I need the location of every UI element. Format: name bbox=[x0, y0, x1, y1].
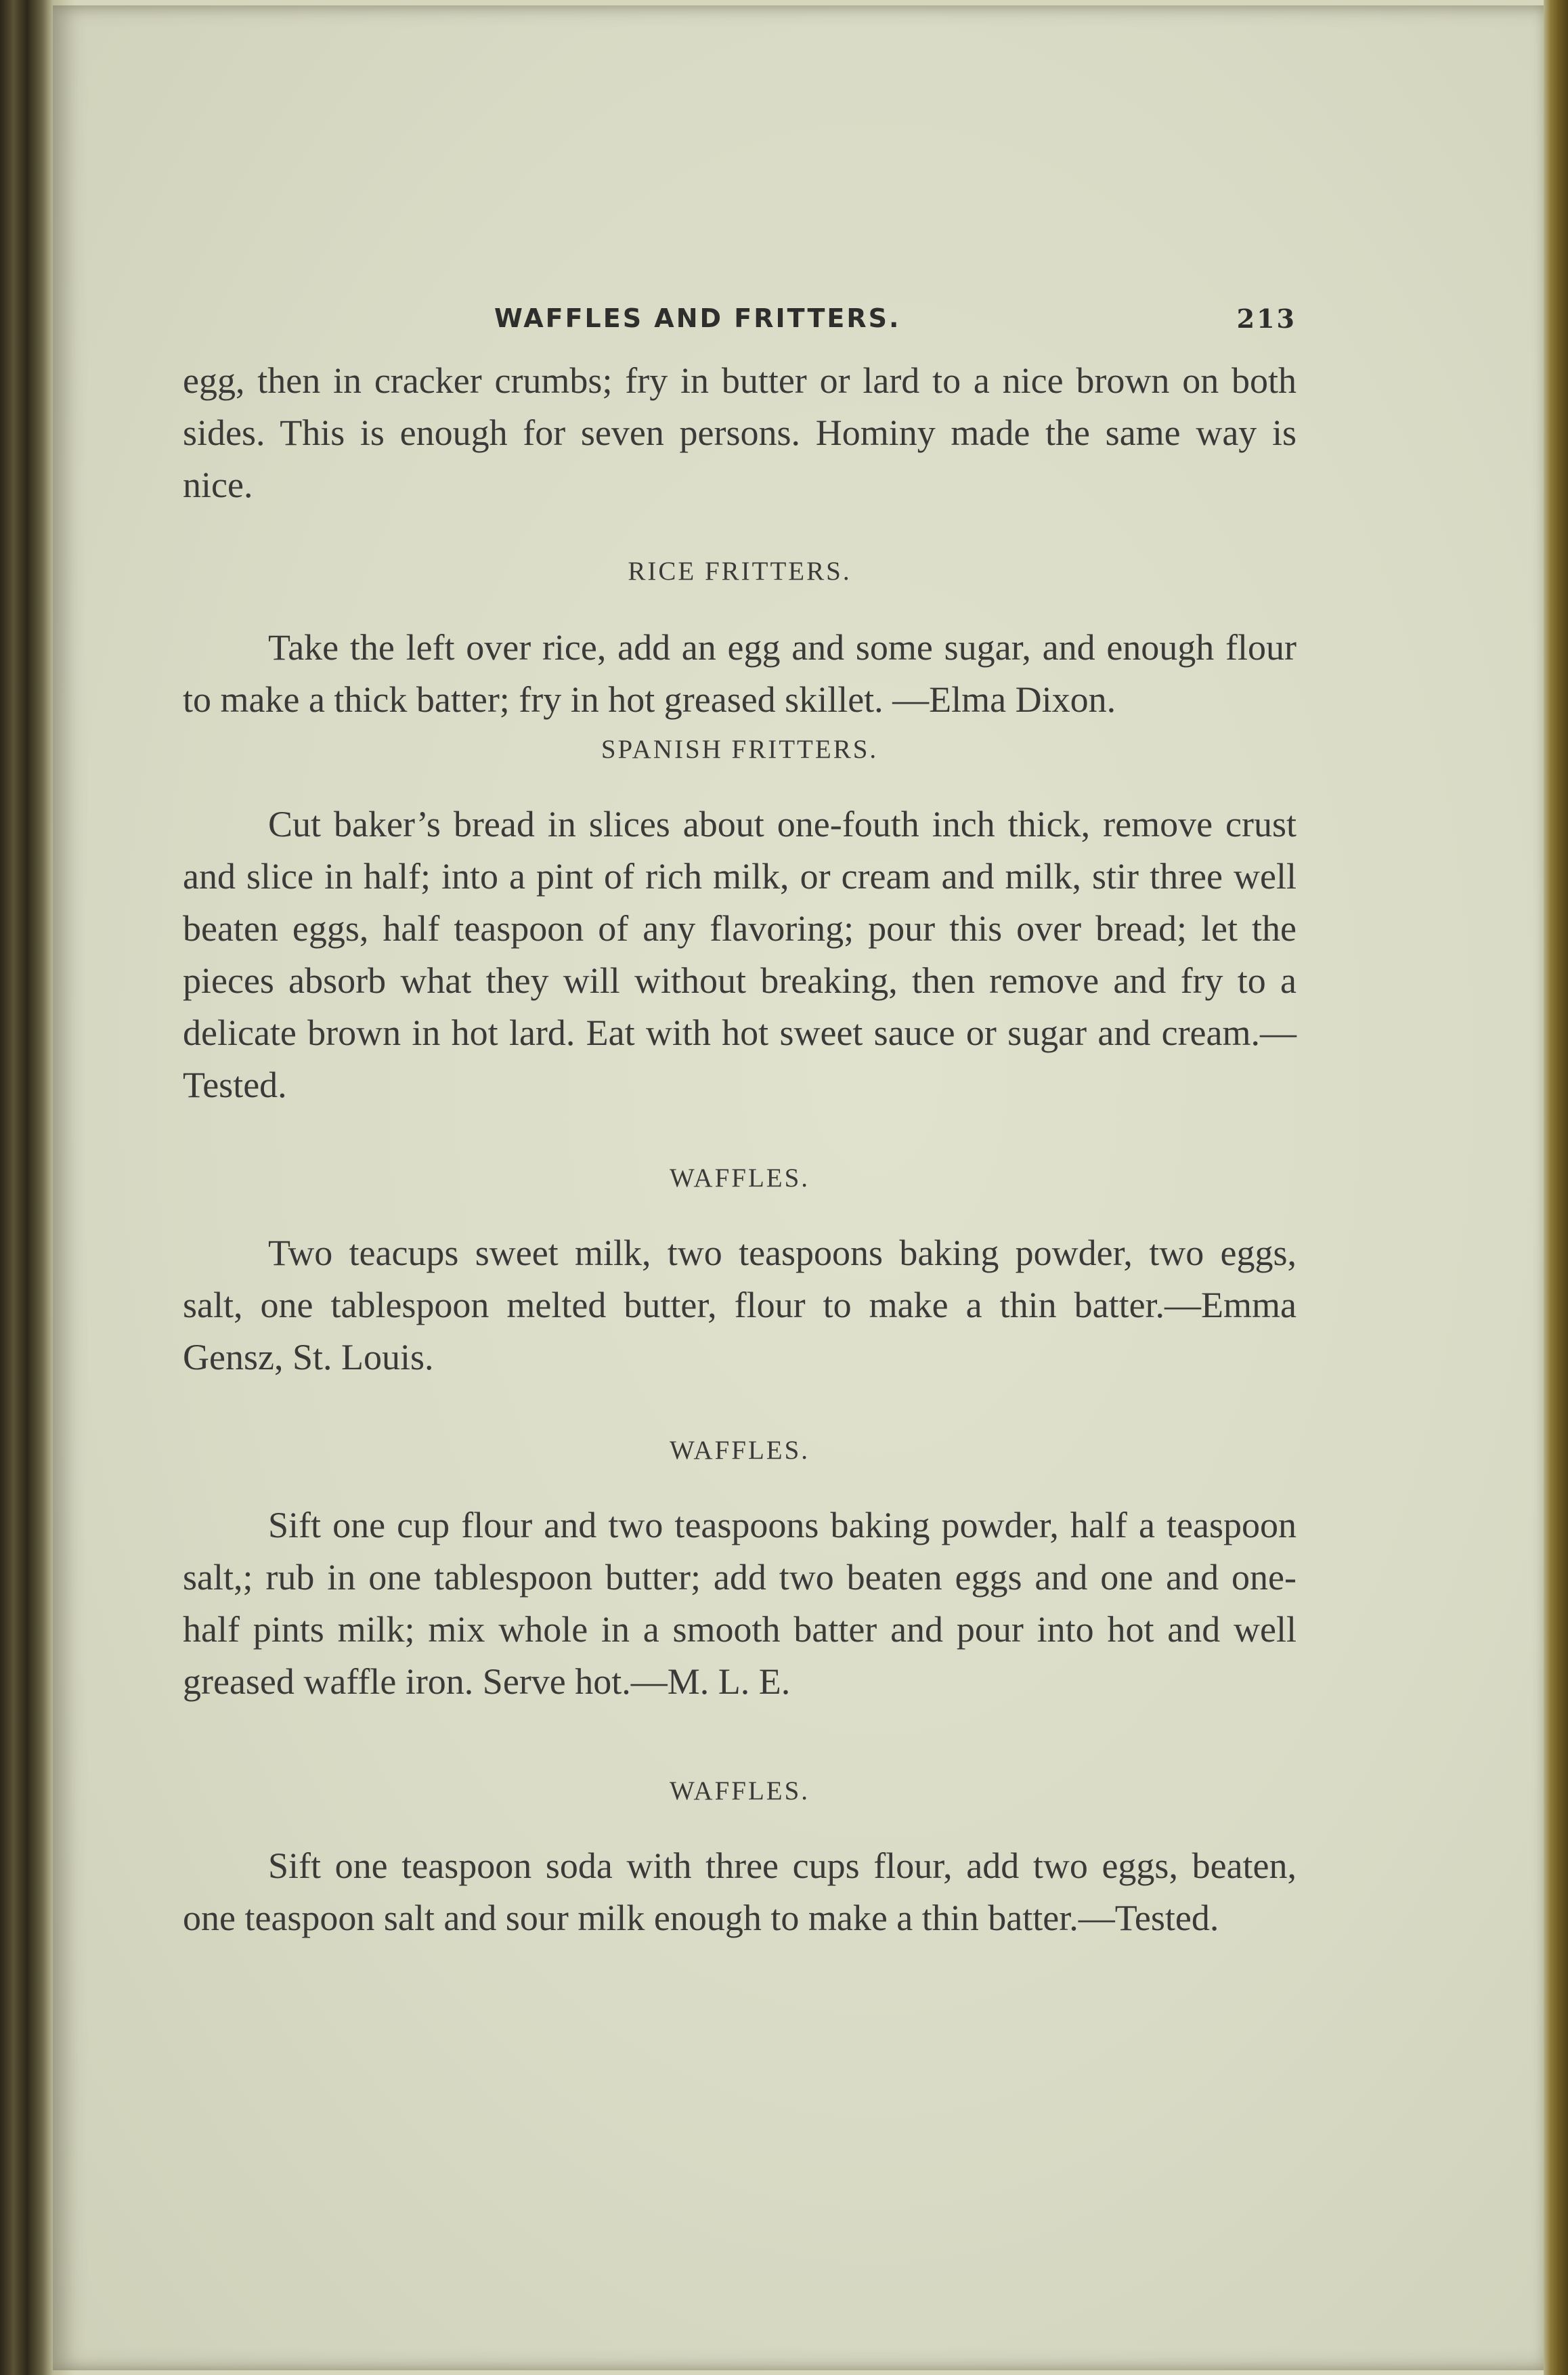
continuation-paragraph: egg, then in cracker crumbs; fry in butter or lard to a nice brown on both sides. This is enough for seven persons. Hominy made the same way is nice. bbox=[183, 360, 1297, 505]
recipe-heading: WAFFLES. bbox=[669, 1163, 810, 1193]
page-text bbox=[183, 291, 1297, 1944]
recipe-text: Sift one cup flour and two teaspoons baking powder, half a teaspoon salt,; rub in one tablespoon butter; add two beaten eggs and one and one-half pints milk; mix whole in a smooth batter and pour into hot and well greased waffle iron. Serve hot.—M. L. E. bbox=[183, 1505, 1297, 1702]
recipe-text: Two teacups sweet milk, two teaspoons baking powder, two eggs, salt, one tablespoon melted butter, flour to make a thin batter.—Emma Gensz, St. Louis. bbox=[183, 1233, 1297, 1377]
page-number: 213 bbox=[1236, 303, 1297, 334]
recipe-text: Sift one teaspoon soda with three cups flour, add two eggs, beaten, one teaspoon salt and sour milk enough to make a thin batter.—Tested. bbox=[183, 1845, 1297, 1938]
recipe-text: Cut baker’s bread in slices about one-fouth inch thick, remove crust and slice in half; into a pint of rich milk, or cream and milk, stir three well beaten eggs, half teaspoon of any flavoring; pour this over bread; let the pieces absorb what they will without breaking, then remove and fry to a delicate brown in hot lard. Eat with hot sweet sauce or sugar and cream.—Tested. bbox=[183, 804, 1297, 1105]
running-head-title: WAFFLES AND FRITTERS. bbox=[494, 303, 901, 333]
recipe-text: Take the left over rice, add an egg and some sugar, and enough flour to make a thick batter; fry in hot greased skillet. —Elma Dixon. bbox=[183, 627, 1297, 720]
recipe-heading: RICE FRITTERS. bbox=[628, 557, 852, 586]
recipe-heading: WAFFLES. bbox=[669, 1776, 810, 1805]
recipe-heading: WAFFLES. bbox=[669, 1436, 810, 1465]
recipe-heading: SPANISH FRITTERS. bbox=[601, 735, 879, 764]
running-head bbox=[183, 291, 1297, 339]
page-edge bbox=[1544, 0, 1568, 2375]
